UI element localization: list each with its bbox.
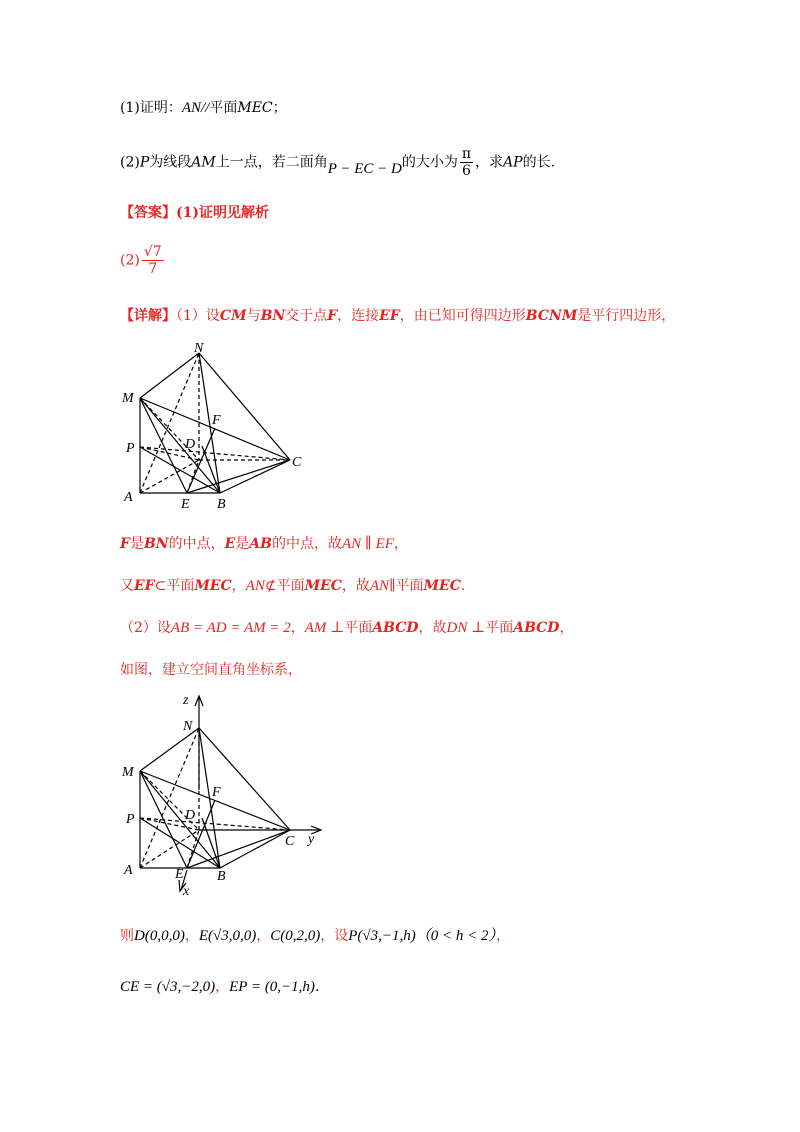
sqrt7-over-7: $\frac{√7}{7}$ <box>143 244 162 277</box>
label-p: P <box>126 812 135 827</box>
detail-line: 【详解】（1）设CM与BN交于点F，连接EF，由已知可得四边形BCNM是平行四边形， <box>120 308 676 324</box>
label-d: D <box>185 808 196 823</box>
label-f: F <box>212 413 221 428</box>
label-n: N <box>194 341 204 356</box>
label-e: E <box>181 497 190 512</box>
vectors-line: CE = (√3,−2,0)，EP = (0,−1,h). <box>120 979 320 995</box>
coordinates-line: 则D(0,0,0)，E(√3,0,0)，C(0,2,0)，设P(√3,−1,h)（0 < h < 2）， <box>120 928 510 944</box>
label-y: y <box>308 832 315 847</box>
midpoint-line: F是BN的中点，E是AB的中点，故AN ∥ EF， <box>120 536 408 552</box>
coordinate-system-line: 如图，建立空间直角坐标系， <box>120 662 302 678</box>
parallel-proof-line: 又EF⊂平面MEC，AN⊄平面MEC，故AN∥平面MEC. <box>120 578 466 594</box>
answer-part-2: (2) $\frac{√7}{7}$ <box>120 244 162 277</box>
label-d: D <box>185 437 196 452</box>
label-m: M <box>122 391 134 406</box>
label-n: N <box>183 719 193 734</box>
label-b: B <box>217 869 226 884</box>
label-c: C <box>292 455 302 470</box>
label-a: A <box>124 490 133 505</box>
label-b: B <box>217 497 226 512</box>
label-f: F <box>212 785 221 800</box>
question-part-1: (1)证明：AN//平面MEC； <box>120 100 287 116</box>
geometry-figure-1 <box>115 338 310 513</box>
label-c: C <box>285 834 295 849</box>
label-a: A <box>124 863 133 878</box>
part2-setup-line: （2）设AB = AD = AM = 2，AM ⊥平面ABCD，故DN ⊥平面ABCD， <box>120 620 574 636</box>
label-m: M <box>122 765 134 780</box>
label-e: E <box>175 867 184 882</box>
label-p: P <box>126 441 135 456</box>
pi-over-6: $\frac{\pi}{6}$ <box>461 146 472 179</box>
label-z: z <box>183 693 189 708</box>
answer-line: 【答案】(1)证明见解析 <box>120 205 269 221</box>
label-x: x <box>183 884 190 899</box>
geometry-figure-2 <box>115 690 330 900</box>
question-part-2: (2)P为线段AM上一点，若二面角P − EC − D的大小为 $\frac{\pi}{6}$ ，求AP的长. <box>120 146 556 179</box>
